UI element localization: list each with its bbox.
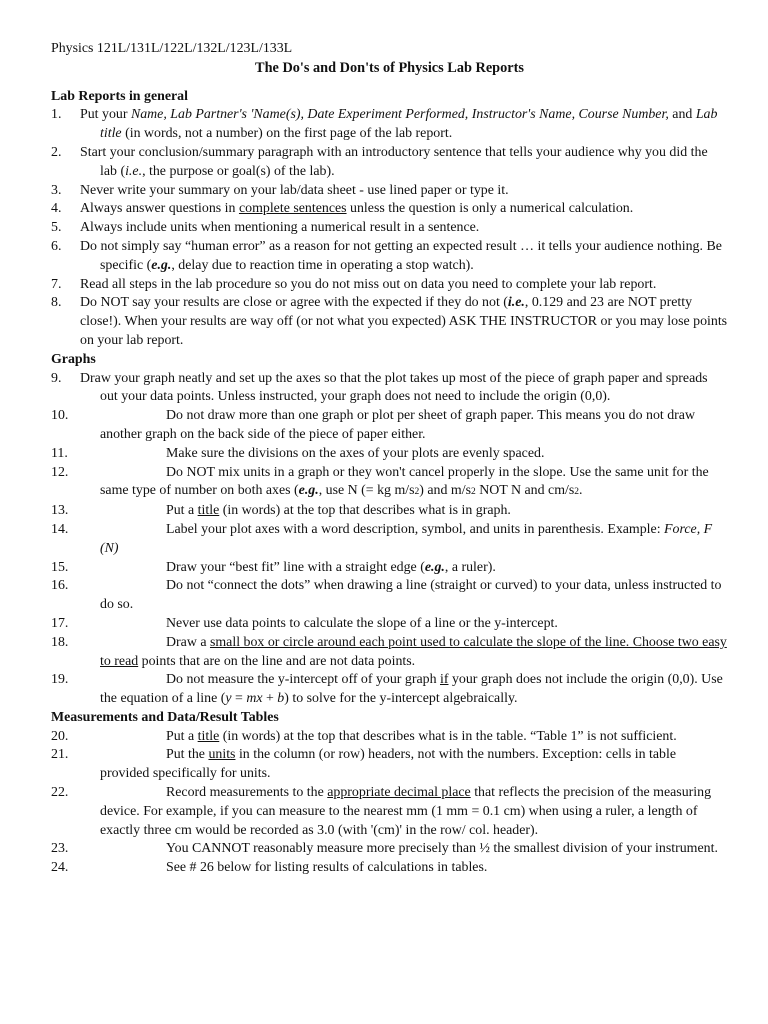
list-item xyxy=(51,407,728,445)
list-item xyxy=(51,219,728,238)
list-item xyxy=(51,559,728,578)
item-number: 3. xyxy=(51,182,62,198)
item-number: 4. xyxy=(51,201,62,217)
item-number: 12. xyxy=(51,464,69,480)
item-text: Start your conclusion/summary paragraph with an introductory sentence that tells your audience why you did the lab (i.e., the purpose or goal(s) of the lab). xyxy=(80,144,708,179)
course-header: Physics 121L/131L/122L/132L/123L/133L xyxy=(51,41,293,56)
list-item xyxy=(51,728,728,747)
item-number: 8. xyxy=(51,295,62,311)
item-number: 20. xyxy=(51,728,69,744)
item-text: Never use data points to calculate the slope of a line or the y-intercept. xyxy=(166,615,558,631)
list-item xyxy=(51,106,728,144)
item-text: See # 26 below for listing results of calculations in tables. xyxy=(166,860,488,876)
item-text: Read all steps in the lab procedure so you do not miss out on data you need to complete your lab report. xyxy=(80,276,657,292)
item-number: 15. xyxy=(51,559,69,575)
list-item xyxy=(51,502,728,521)
item-text: Draw your graph neatly and set up the axes so that the plot takes up most of the piece of graph paper and spreads out your data points. Unless instructed, your graph does not need to include the origin (0,0). xyxy=(80,370,708,405)
item-text: Draw your “best fit” line with a straight edge (e.g., a ruler). xyxy=(166,559,496,575)
item-text: Never write your summary on your lab/data sheet - use lined paper or type it. xyxy=(80,182,509,198)
item-text: Put a title (in words) at the top that describes what is in graph. xyxy=(166,503,511,519)
list-item xyxy=(51,276,728,295)
list-item xyxy=(51,840,728,859)
list-item xyxy=(51,464,728,503)
item-number: 2. xyxy=(51,144,62,160)
item-number: 9. xyxy=(51,370,62,386)
item-text: Put the units in the column (or row) headers, not with the numbers. Exception: cells in table provided specifically for units. xyxy=(100,747,676,782)
section-heading-general: Lab Reports in general xyxy=(51,88,188,104)
section-heading-tables: Measurements and Data/Result Tables xyxy=(51,709,279,725)
list-item xyxy=(51,200,728,219)
item-text: Make sure the divisions on the axes of your plots are evenly spaced. xyxy=(166,445,545,461)
list-item xyxy=(51,294,728,350)
item-number: 21. xyxy=(51,747,69,763)
item-text: Label your plot axes with a word description, symbol, and units in parenthesis. Example: Force, F (N) xyxy=(100,521,713,556)
item-number: 5. xyxy=(51,220,62,236)
item-number: 18. xyxy=(51,634,69,650)
item-text: Do not draw more than one graph or plot per sheet of graph paper. This means you do not draw another graph on the back side of the piece of paper either. xyxy=(100,408,695,442)
item-number: 22. xyxy=(51,785,69,801)
list-item xyxy=(51,521,728,559)
list-item xyxy=(51,634,728,672)
list-item xyxy=(51,859,728,878)
item-number: 11. xyxy=(51,445,68,461)
item-text: Always answer questions in complete sentences unless the question is only a numerical calculation. xyxy=(80,201,634,217)
list-item xyxy=(51,784,728,840)
item-number: 10. xyxy=(51,408,69,424)
item-text: Do not measure the y-intercept off of your graph if your graph does not include the origin (0,0). Use the equation of a line (y = mx + b) to solve for the y-intercept algebraically. xyxy=(100,672,723,707)
list-item xyxy=(51,577,728,615)
list-item xyxy=(51,746,728,784)
section-heading-graphs: Graphs xyxy=(51,351,96,367)
item-number: 1. xyxy=(51,107,62,123)
list-item xyxy=(51,370,728,408)
item-text: Draw a small box or circle around each point used to calculate the slope of the line. Choose two easy to read points that are on the line and are not data points. xyxy=(100,634,727,669)
item-text: Record measurements to the appropriate decimal place that reflects the precision of the measuring device. For example, if you can measure to the nearest mm (1 mm = 0.1 cm) when using a ruler, a length of exactly three cm would be recorded as 3.0 (with '(cm)' in the row/ col. header). xyxy=(100,785,712,838)
item-number: 14. xyxy=(51,521,69,537)
list-item xyxy=(51,238,728,276)
item-number: 6. xyxy=(51,238,62,254)
list-item xyxy=(51,615,728,634)
item-number: 19. xyxy=(51,672,69,688)
item-text: You CANNOT reasonably measure more precisely than ½ the smallest division of your instrument. xyxy=(166,841,718,857)
item-text: Put a title (in words) at the top that describes what is in the table. “Table 1” is not sufficient. xyxy=(166,728,677,744)
item-text: Do not “connect the dots” when drawing a line (straight or curved) to your data, unless instructed to do so. xyxy=(100,578,722,613)
list-item xyxy=(51,671,728,709)
item-text: Do NOT say your results are close or agree with the expected if they do not (i.e., 0.129 and 23 are NOT pretty close!). When your results are way off (or not what you expected) ASK THE INSTRUCTOR or you may lose points on your lab report. xyxy=(80,295,728,348)
item-text: Do not simply say “human error” as a reason for not getting an expected result … it tells your audience nothing. Be specific (e.g., delay due to reaction time in operating a stop watch). xyxy=(80,238,722,273)
list-item xyxy=(51,144,728,182)
item-number: 13. xyxy=(51,503,69,519)
item-number: 7. xyxy=(51,276,62,292)
item-text: Put your Name, Lab Partner's 'Name(s), Date Experiment Performed, Instructor's Name, Course Number, and Lab title (in words, not a number) on the first page of the lab report. xyxy=(80,107,718,142)
document-title: The Do's and Don'ts of Physics Lab Reports xyxy=(255,59,524,76)
item-number: 17. xyxy=(51,615,69,631)
list-item xyxy=(51,182,728,201)
item-number: 16. xyxy=(51,578,69,594)
item-number: 23. xyxy=(51,841,69,857)
item-text: Always include units when mentioning a numerical result in a sentence. xyxy=(80,220,480,236)
item-number: 24. xyxy=(51,860,69,876)
item-text: Do NOT mix units in a graph or they won't cancel properly in the slope. Use the same unit for the same type of number on both axes (e.g., use N (= kg m/s2) and m/s2 NOT N and cm/s2. xyxy=(100,464,709,499)
list-item xyxy=(51,445,728,464)
